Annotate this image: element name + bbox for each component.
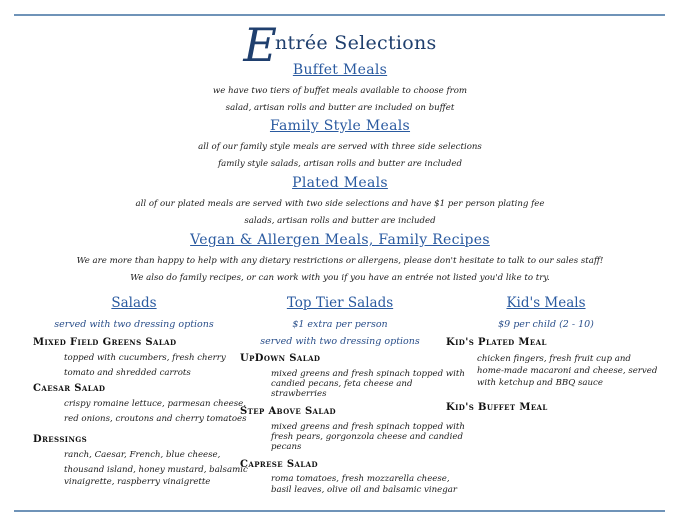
top-tier-subtitle-2: served with two dressing options: [260, 336, 420, 347]
buffet-line-2: salad, artisan rolls and butter are included on buffet: [225, 103, 455, 113]
vegan-line-2: We also do family recipes, or can work with you if you have an entrée not listed you'd like to try.: [130, 273, 550, 283]
kids-heading: Kid's Meals: [506, 295, 586, 311]
salad-item-desc: ranch, Caesar, French, blue cheese,: [64, 450, 221, 460]
top-tier-item-desc: fresh pears, gorgonzola cheese and candied: [271, 432, 463, 442]
title-initial: E: [243, 18, 277, 72]
salad-item-title: Caesar Salad: [33, 383, 106, 394]
kids-subtitle: $9 per child (2 - 10): [498, 319, 594, 330]
kids-item-title: Kid's Buffet Meal: [446, 402, 548, 413]
top-tier-item-desc: mixed greens and fresh spinach topped with: [271, 422, 465, 432]
top-tier-item-desc: basil leaves, olive oil and balsamic vinegar: [271, 485, 457, 495]
top-tier-item-desc: candied pecans, feta cheese and: [271, 379, 413, 389]
top-rule: [14, 14, 665, 16]
top-tier-item-desc: mixed greens and fresh spinach topped with: [271, 369, 465, 379]
family-line-2: family style salads, artisan rolls and butter are included: [217, 159, 463, 169]
salad-item-title: Dressings: [33, 434, 88, 445]
top-tier-item-title: UpDown Salad: [240, 353, 321, 364]
vegan-heading: Vegan & Allergen Meals, Family Recipes: [190, 232, 490, 248]
kids-item-desc: home-made macaroni and cheese, served: [477, 366, 658, 376]
buffet-line-1: we have two tiers of buffet meals available to choose from: [212, 86, 468, 96]
top-tier-item-title: Step Above Salad: [240, 406, 337, 417]
plated-heading: Plated Meals: [292, 175, 388, 191]
top-tier-item-desc: pecans: [271, 442, 302, 452]
salad-item-desc: topped with cucumbers, fresh cherry: [64, 353, 226, 363]
top-tier-subtitle-1: $1 extra per person: [292, 319, 388, 330]
top-tier-item-desc: roma tomatoes, fresh mozzarella cheese,: [271, 474, 450, 484]
salads-heading: Salads: [111, 295, 157, 311]
salad-item-title: Mixed Field Greens Salad: [33, 337, 177, 348]
plated-line-1: all of our plated meals are served with two side selections and have $1 per person plating fee: [135, 199, 545, 209]
salad-item-desc: vinaigrette, raspberry vinaigrette: [64, 477, 211, 487]
vegan-line-1: We are more than happy to help with any dietary restrictions or allergens, please don't hesitate to talk to our sales staff!: [76, 256, 604, 266]
top-tier-item-title: Caprese Salad: [240, 459, 318, 470]
salad-item-desc: red onions, croutons and cherry tomatoes: [64, 414, 247, 424]
salad-item-desc: tomato and shredded carrots: [64, 368, 191, 378]
kids-item-title: Kid's Plated Meal: [446, 337, 547, 348]
top-tier-item-desc: strawberries: [271, 389, 327, 399]
top-tier-heading: Top Tier Salads: [286, 295, 394, 311]
buffet-heading: Buffet Meals: [292, 62, 388, 78]
family-heading: Family Style Meals: [269, 118, 411, 134]
kids-item-desc: chicken fingers, fresh fruit cup and: [477, 354, 631, 364]
title-rest: ntrée Selections: [274, 32, 437, 54]
bottom-rule: [14, 510, 665, 512]
salad-item-desc: crispy romaine lettuce, parmesan cheese,: [64, 399, 246, 409]
salads-subtitle: served with two dressing options: [54, 319, 214, 330]
kids-item-desc: with ketchup and BBQ sauce: [477, 378, 603, 388]
family-line-1: all of our family style meals are served with three side selections: [198, 142, 482, 152]
plated-line-2: salads, artisan rolls and butter are included: [244, 216, 436, 226]
salad-item-desc: thousand island, honey mustard, balsamic: [64, 465, 248, 475]
